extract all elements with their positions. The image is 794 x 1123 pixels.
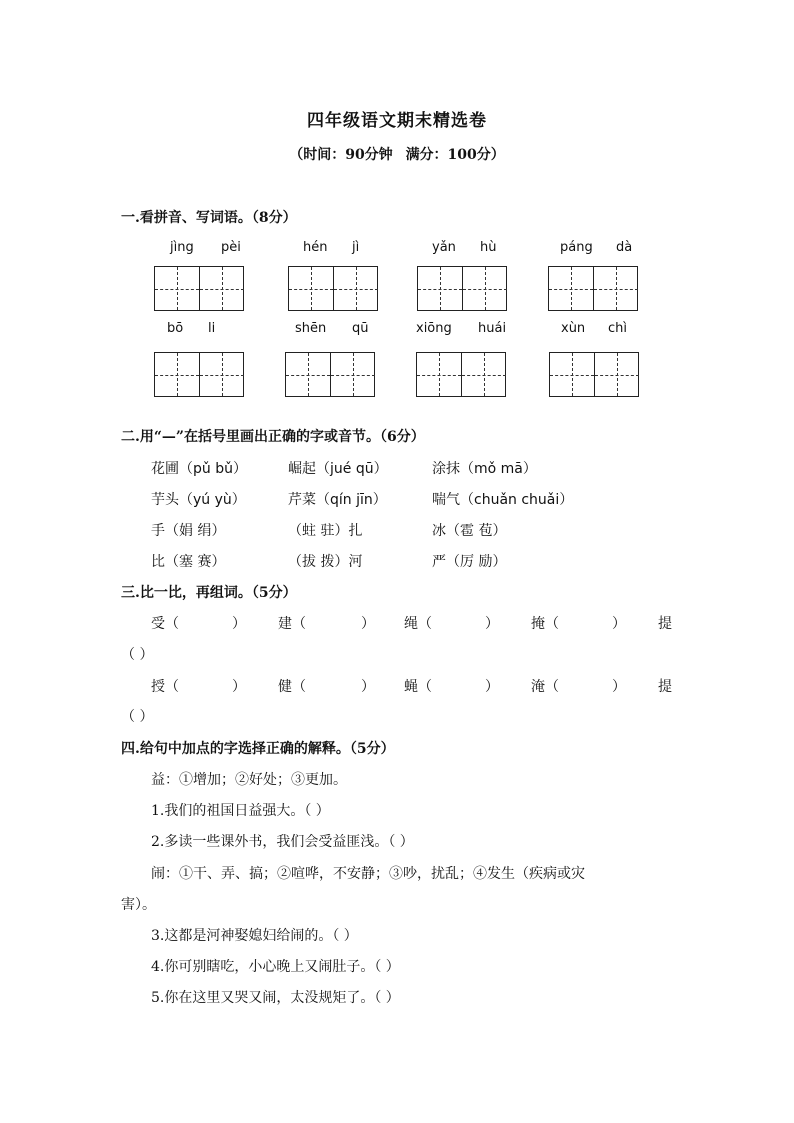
writing-grid[interactable] xyxy=(285,352,375,397)
pinyin: jìng xyxy=(170,240,194,255)
pinyin: yǎn xyxy=(432,240,456,255)
pinyin: hù xyxy=(480,240,497,255)
bracket-close: ） xyxy=(612,679,626,695)
writing-grid[interactable] xyxy=(154,266,244,311)
choice-item[interactable]: 手（娟 绢） xyxy=(151,523,226,539)
question-5[interactable]: 5.你在这里又哭又闹，太没规矩了。（ ） xyxy=(151,990,400,1006)
section-3-heading: 三.比一比，再组词。（5分） xyxy=(121,585,297,601)
pinyin: jì xyxy=(352,240,360,255)
pinyin: páng xyxy=(560,240,593,255)
question-4[interactable]: 4.你可别瞎吃，小心晚上又闹肚子。（ ） xyxy=(151,959,400,975)
question-2[interactable]: 2.多读一些课外书，我们会受益匪浅。（ ） xyxy=(151,834,414,850)
question-1[interactable]: 1.我们的祖国日益强大。（ ） xyxy=(151,803,330,819)
compare-char: 淹（ xyxy=(531,679,559,695)
pinyin: li xyxy=(208,321,216,336)
pinyin: xiōng xyxy=(416,321,452,336)
compare-char: 健（ xyxy=(278,679,306,695)
pinyin: pèi xyxy=(221,240,241,255)
bracket-close: ） xyxy=(361,679,375,695)
section-1-heading: 一.看拼音、写词语。（8分） xyxy=(121,210,297,226)
choice-item[interactable]: 芋头（yú yù） xyxy=(151,492,246,508)
choice-item[interactable]: 涂抹（mǒ mā） xyxy=(432,461,537,477)
exam-title: 四年级语文期末精选卷 xyxy=(307,111,487,131)
choice-item[interactable]: （蛀 驻）扎 xyxy=(288,523,363,539)
exam-subtitle xyxy=(0,144,794,164)
writing-grid[interactable] xyxy=(154,352,244,397)
bracket-close: ） xyxy=(485,616,499,632)
definition-yi: 益：①增加；②好处；③更加。 xyxy=(151,772,347,788)
compare-char: 授（ xyxy=(151,679,179,695)
bracket-close: ） xyxy=(232,616,246,632)
pinyin: hén xyxy=(303,240,328,255)
pinyin: qū xyxy=(352,321,369,336)
pinyin: chì xyxy=(608,321,627,336)
writing-grid[interactable] xyxy=(417,266,507,311)
choice-item[interactable]: 喘气（chuǎn chuǎi） xyxy=(432,492,574,508)
compare-char: 受（ xyxy=(151,616,179,632)
writing-grid[interactable] xyxy=(416,352,506,397)
pinyin: bō xyxy=(167,321,184,336)
pinyin: huái xyxy=(478,321,507,336)
compare-char: 提 xyxy=(658,616,672,632)
compare-char: 提 xyxy=(658,679,672,695)
choice-item[interactable]: 冰（雹 苞） xyxy=(432,523,507,539)
bracket-close: ） xyxy=(361,616,375,632)
pinyin: dà xyxy=(616,240,633,255)
choice-item[interactable]: 比（塞 赛） xyxy=(151,554,226,570)
section-4-heading: 四.给句中加点的字选择正确的解释。（5分） xyxy=(121,741,395,757)
compare-char: 建（ xyxy=(278,616,306,632)
choice-item[interactable]: 花圃（pǔ bǔ） xyxy=(151,461,247,477)
writing-grid[interactable] xyxy=(548,266,638,311)
section-2-heading: 二.用“—”在括号里画出正确的字或音节。（6分） xyxy=(121,429,425,445)
pinyin: xùn xyxy=(561,321,586,336)
compare-char: 蝇（ xyxy=(404,679,432,695)
definition-nao-cont: 害）。 xyxy=(121,897,156,913)
bracket-close: ） xyxy=(612,616,626,632)
choice-item[interactable]: （拔 拨）河 xyxy=(288,554,363,570)
definition-nao: 闹：①干、弄、搞；②喧哗，不安静；③吵，扰乱；④发生（疾病或灾 xyxy=(151,866,585,882)
compare-char: 掩（ xyxy=(531,616,559,632)
bracket-close: ） xyxy=(485,679,499,695)
full-score: 满分：100分） xyxy=(405,147,505,163)
choice-item[interactable]: 严（厉 励） xyxy=(432,554,507,570)
answer-blank[interactable]: （ ） xyxy=(121,647,154,663)
writing-grid[interactable] xyxy=(288,266,378,311)
pinyin: shēn xyxy=(295,321,327,336)
choice-item[interactable]: 芹菜（qín jīn） xyxy=(288,492,387,508)
answer-blank[interactable]: （ ） xyxy=(121,709,154,725)
choice-item[interactable]: 崛起（jué qū） xyxy=(288,461,388,477)
writing-grid[interactable] xyxy=(549,352,639,397)
compare-char: 绳（ xyxy=(404,616,432,632)
question-3[interactable]: 3.这都是河神娶媳妇给闹的。（ ） xyxy=(151,928,358,944)
bracket-close: ） xyxy=(232,679,246,695)
time-limit: （时间：90分钟 xyxy=(289,147,393,163)
